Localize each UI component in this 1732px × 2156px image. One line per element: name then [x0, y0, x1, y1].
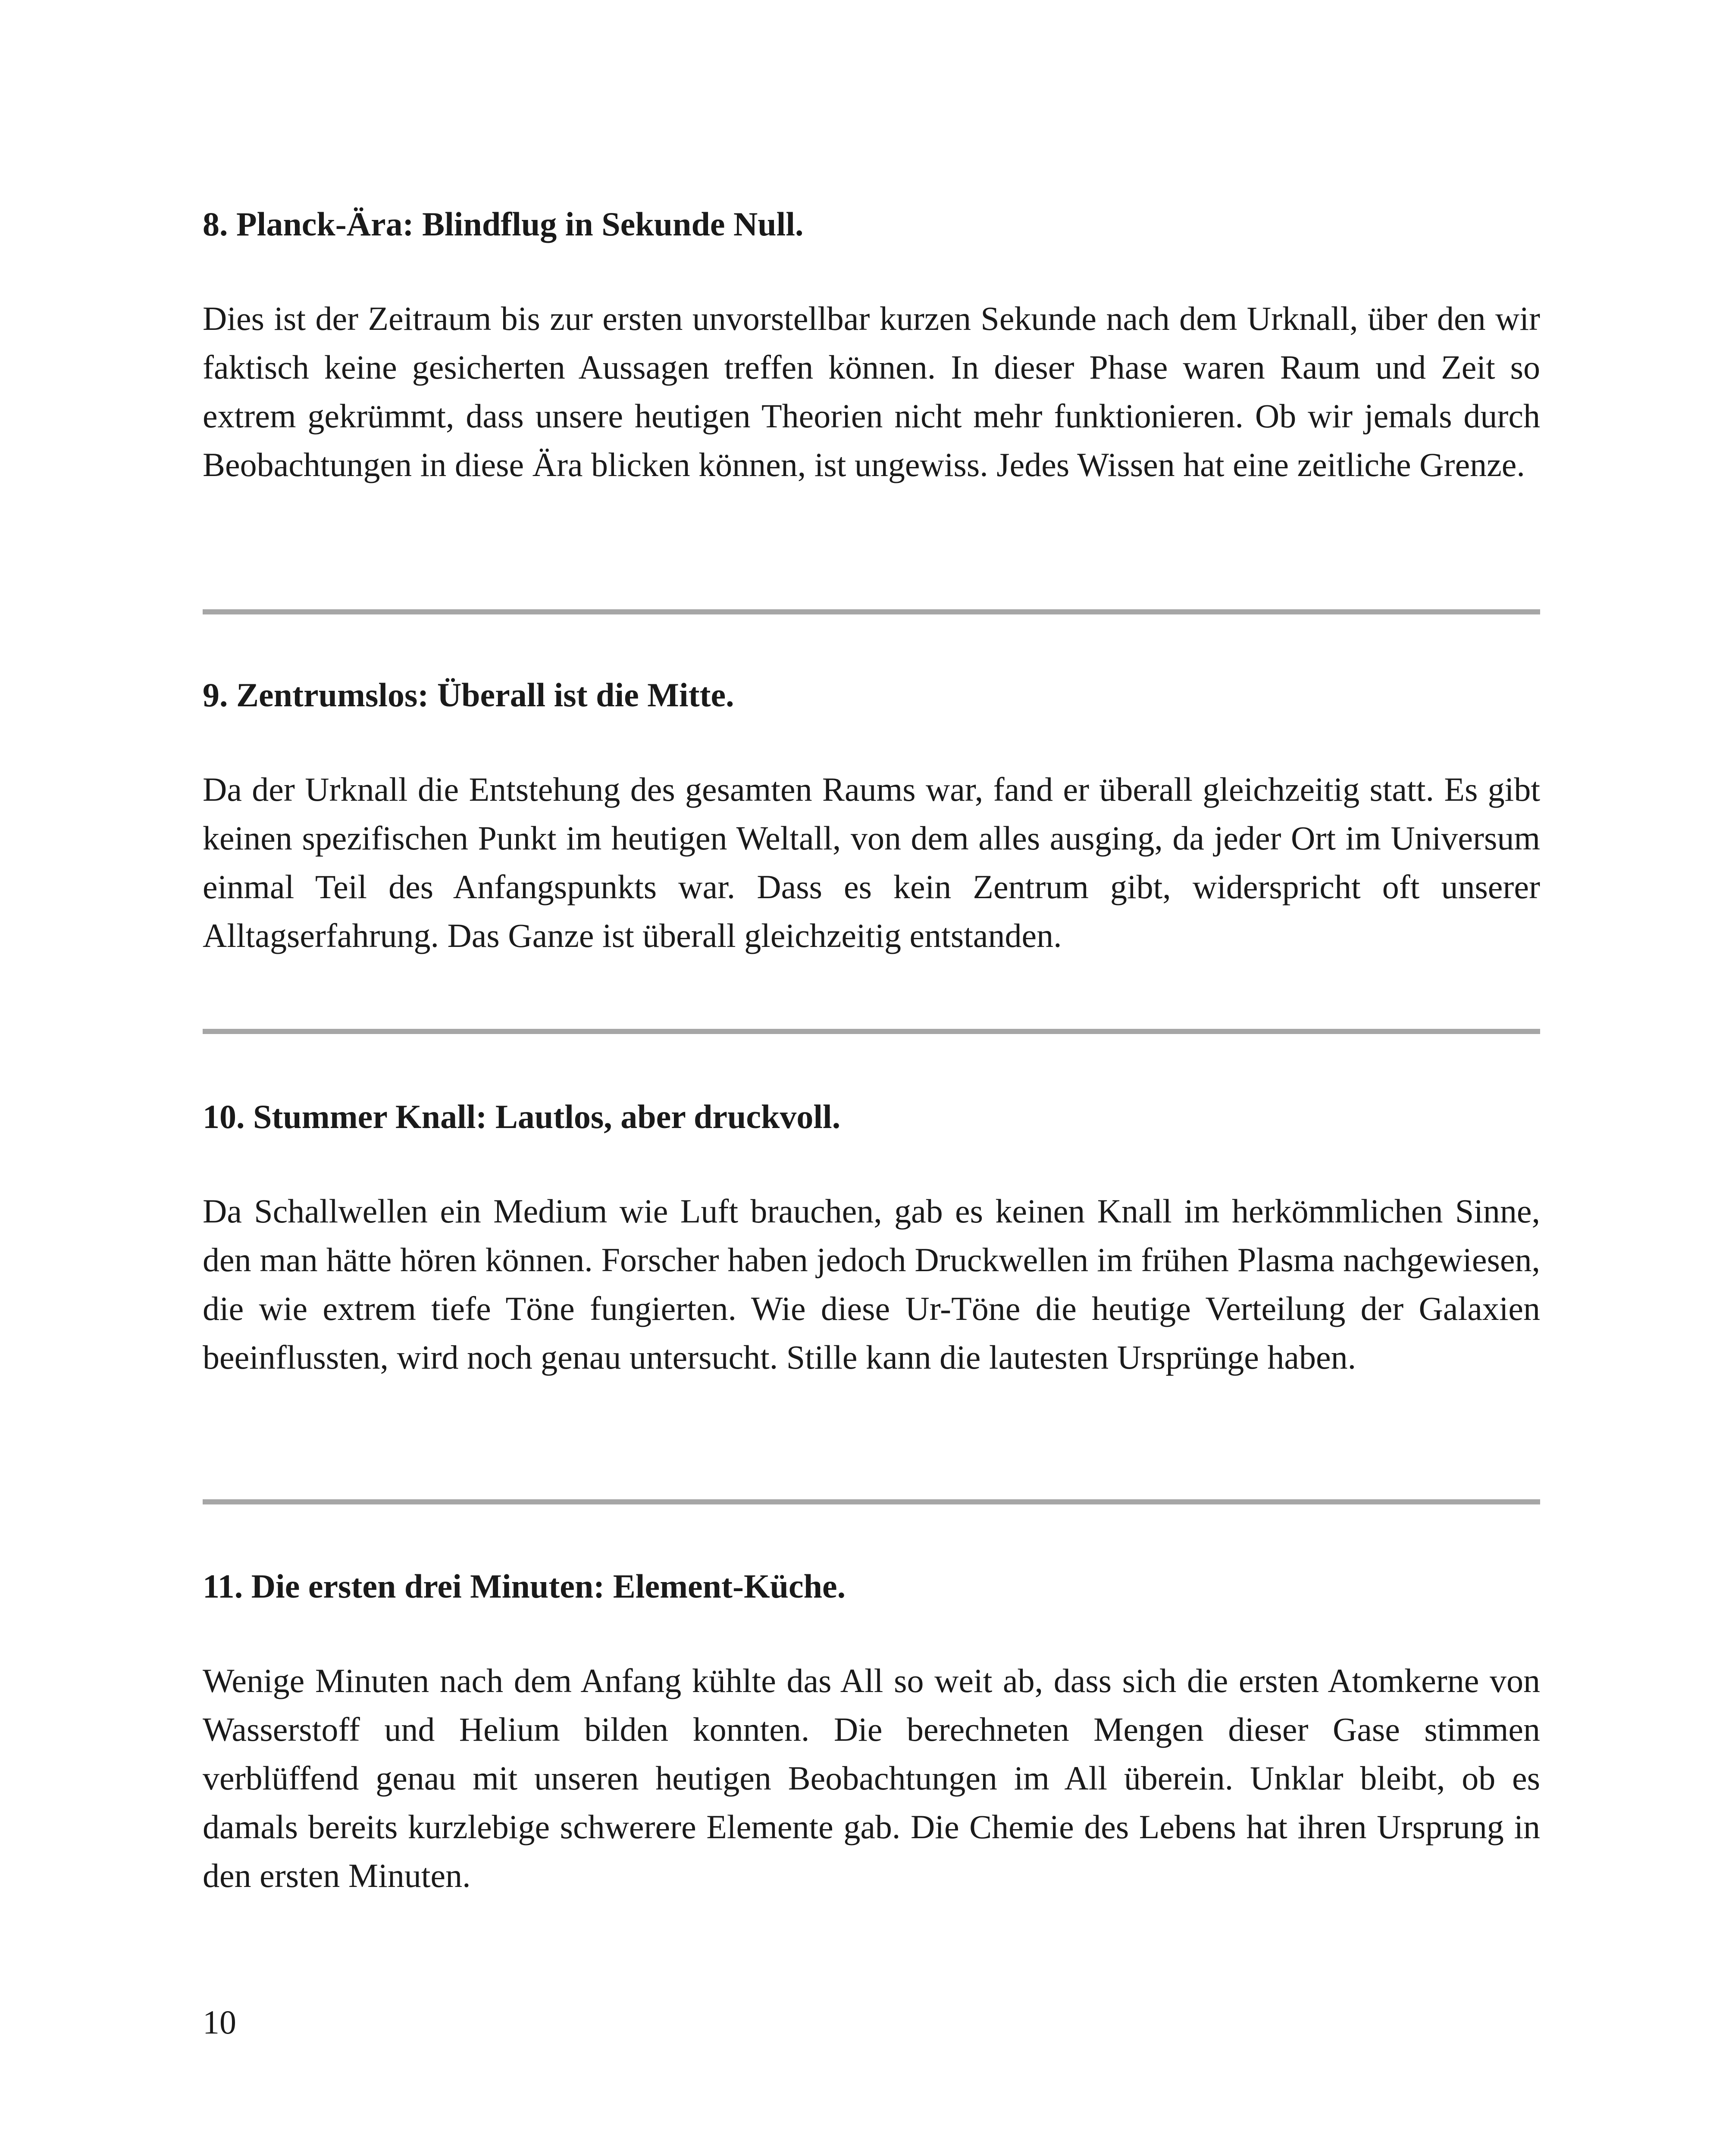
page-number: 10: [203, 2003, 236, 2041]
section-divider: [203, 1029, 1540, 1034]
section-divider: [203, 609, 1540, 614]
section-11: [203, 1565, 1540, 1900]
section-divider: [203, 1499, 1540, 1504]
section-paragraph: Da Schallwellen ein Medium wie Luft brauchen, gab es keinen Knall im herkömmlichen Sinne, den man hätte hören können. Forscher haben jedoch Druckwellen im frühen Plasma nachgewiesen, die wie extrem tiefe Töne fungierten. Wie diese Ur-Töne die heutige Verteilung der Galaxien beeinflussten, wird noch genau untersucht. Stille kann die lautesten Ursprünge haben.: [203, 1192, 1540, 1376]
section-8: [203, 203, 1540, 489]
section-heading: 9. Zentrumslos: Überall ist die Mitte.: [203, 676, 734, 714]
section-9: [203, 674, 1540, 960]
section-10: [203, 1095, 1540, 1382]
section-paragraph: Da der Urknall die Entstehung des gesamten Raums war, fand er überall gleichzeitig statt. Es gibt keinen spezifischen Punkt im heutigen Weltall, von dem alles ausging, da jeder Ort im Universum einmal Teil des Anfangspunkts war. Dass es kein Zentrum gibt, widerspricht oft unserer Alltagserfahrung. Das Ganze ist überall gleichzeitig entstanden.: [203, 771, 1540, 954]
section-heading: 11. Die ersten drei Minuten: Element-Küche.: [203, 1567, 846, 1605]
section-heading: 10. Stummer Knall: Lautlos, aber druckvoll.: [203, 1098, 841, 1135]
section-paragraph: Dies ist der Zeitraum bis zur ersten unvorstellbar kurzen Sekunde nach dem Urknall, über den wir faktisch keine gesicherten Aussagen treffen können. In dieser Phase waren Raum und Zeit so extrem gekrümmt, dass unsere heutigen Theorien nicht mehr funktionieren. Ob wir jemals durch Beobachtungen in diese Ära blicken können, ist ungewiss. Jedes Wissen hat eine zeitliche Grenze.: [203, 300, 1540, 483]
section-heading: 8. Planck-Ära: Blindflug in Sekunde Null.: [203, 205, 804, 243]
section-paragraph: Wenige Minuten nach dem Anfang kühlte das All so weit ab, dass sich die ersten Atomkerne von Wasserstoff und Helium bilden konnten. Die berechneten Mengen dieser Gase stimmen verblüffend genau mit unseren heutigen Beobachtungen im All überein. Unklar bleibt, ob es damals bereits kurzlebige schwerere Elemente gab. Die Chemie des Lebens hat ihren Ursprung in den ersten Minuten.: [203, 1662, 1540, 1894]
